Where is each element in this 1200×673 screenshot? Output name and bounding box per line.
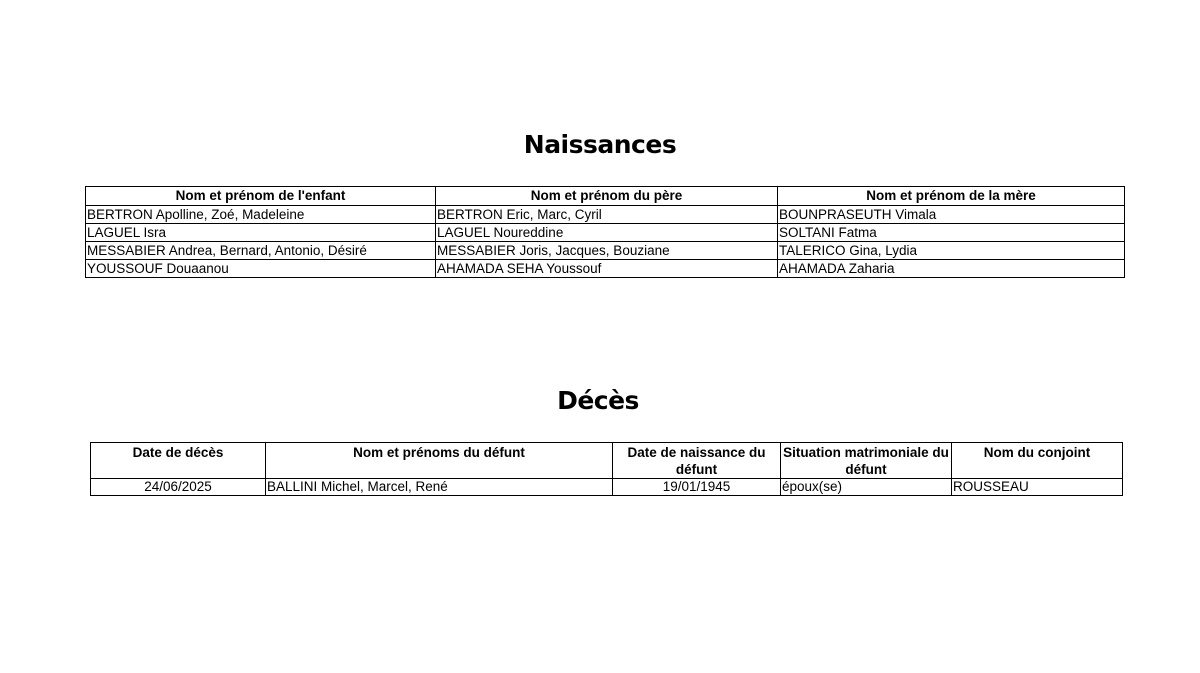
column-header-enfant: Nom et prénom de l'enfant [86,187,436,206]
cell-mere: BOUNPRASEUTH Vimala [778,206,1125,224]
cell-mere: AHAMADA Zaharia [778,260,1125,278]
table-row [86,224,1125,242]
column-header-date-deces: Date de décès [91,443,266,479]
column-header-mere: Nom et prénom de la mère [778,187,1125,206]
naissances-title: Naissances [523,130,677,159]
cell-enfant: LAGUEL Isra [86,224,436,242]
column-header-nom-conjoint: Nom du conjoint [952,443,1123,479]
naissances-table [85,186,1125,278]
cell-pere: LAGUEL Noureddine [436,224,778,242]
cell-pere: AHAMADA SEHA Youssouf [436,260,778,278]
table-row [86,206,1125,224]
table-row [91,479,1123,496]
column-header-pere: Nom et prénom du père [436,187,778,206]
table-header-row [86,187,1125,206]
cell-situation-matrimoniale: époux(se) [781,479,952,496]
cell-mere: TALERICO Gina, Lydia [778,242,1125,260]
cell-pere: BERTRON Eric, Marc, Cyril [436,206,778,224]
cell-date-deces: 24/06/2025 [91,479,266,496]
cell-enfant: BERTRON Apolline, Zoé, Madeleine [86,206,436,224]
cell-date-naissance: 19/01/1945 [613,479,781,496]
cell-enfant: MESSABIER Andrea, Bernard, Antonio, Désiré [86,242,436,260]
column-header-nom-defunt: Nom et prénoms du défunt [266,443,613,479]
column-header-situation-matrimoniale: Situation matrimoniale du défunt [781,443,952,479]
deces-table [90,442,1123,496]
table-header-row [91,443,1123,479]
cell-nom-conjoint: ROUSSEAU [952,479,1123,496]
cell-nom-defunt: BALLINI Michel, Marcel, René [266,479,613,496]
table-row [86,260,1125,278]
cell-pere: MESSABIER Joris, Jacques, Bouziane [436,242,778,260]
table-row [86,242,1125,260]
cell-enfant: YOUSSOUF Douaanou [86,260,436,278]
deces-title: Décès [557,386,639,415]
cell-mere: SOLTANI Fatma [778,224,1125,242]
column-header-date-naissance: Date de naissance du défunt [613,443,781,479]
